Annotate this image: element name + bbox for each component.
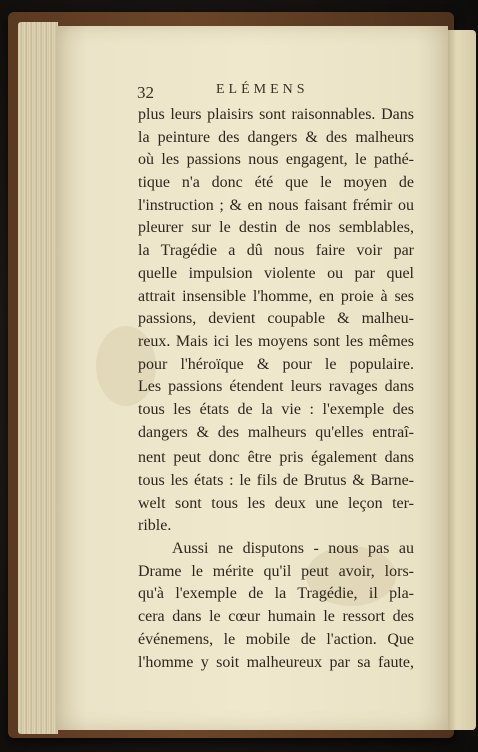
text-line: Drame le mérite qu'il peut avoir, lors- xyxy=(138,562,414,580)
text-line: reux. Mais ici les moyens sont les mêmes xyxy=(138,332,414,350)
page-edges xyxy=(18,22,58,734)
text-line: nent peut donc être pris également dans xyxy=(138,449,414,467)
text-line: pour l'héroïque & pour le populaire. xyxy=(138,355,414,373)
text-line: où les passions nous engagent, le pathé- xyxy=(138,151,414,169)
text-line: welt sont tous les deux une leçon ter- xyxy=(138,494,414,512)
text-line: rible. xyxy=(138,517,172,535)
text-line: Aussi ne disputons - nous pas au xyxy=(172,540,414,558)
text-line: plus leurs plaisirs sont raisonnables. Dans xyxy=(138,106,414,123)
text-line: pleurer sur le destin de nos semblables, xyxy=(138,219,414,237)
text-line: l'homme y soit malheureux par sa faute, xyxy=(138,653,414,671)
text-line: cera dans le cœur humain le ressort des xyxy=(138,608,414,626)
text-line: tous les états : le fils de Brutus & Barne- xyxy=(138,472,414,489)
text-line: la Tragédie a dû nous faire voir par xyxy=(138,242,414,260)
text-line: dangers & des malheurs qu'elles entraî- xyxy=(138,423,414,441)
text-line: attrait insensible l'homme, en proie à ses xyxy=(138,287,414,305)
text-line: quelle impulsion violente ou par quel xyxy=(138,264,414,282)
text-line: qu'à l'exemple de la Tragédie, il pla- xyxy=(138,585,414,603)
text-line: l'instruction ; & en nous faisant frémir ou xyxy=(138,196,414,214)
page-number: 32 xyxy=(137,83,154,102)
text-line: la peinture des dangers & des malheurs xyxy=(138,128,414,146)
text-line: événemens, le mobile de l'action. Que xyxy=(138,630,414,648)
text-line: tique n'a donc été que le moyen de xyxy=(138,174,414,192)
facing-page-edge xyxy=(446,30,476,730)
text-line: Les passions étendent leurs ravages dans xyxy=(138,378,414,396)
running-title: ELÉMENS xyxy=(216,82,309,97)
text-line: passions, devient coupable & malheu- xyxy=(138,310,414,328)
body-text xyxy=(138,104,414,674)
text-line: tous les états de la vie : l'exemple des xyxy=(138,400,414,418)
